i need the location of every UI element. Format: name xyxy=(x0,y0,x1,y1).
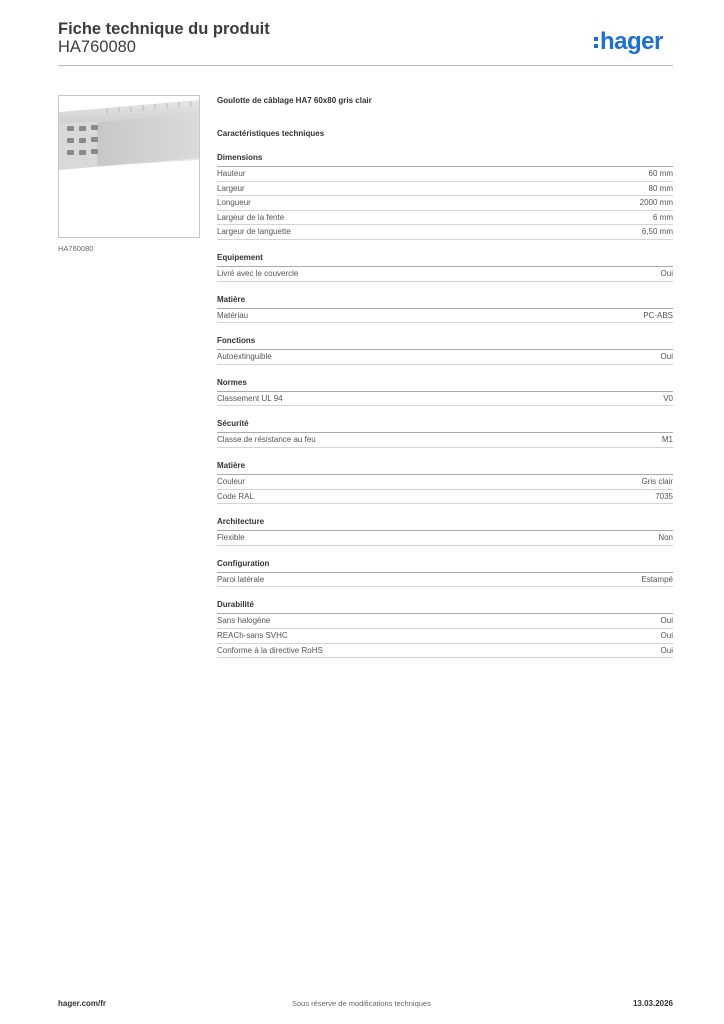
logo-dots-icon xyxy=(594,35,598,49)
spec-value: Oui xyxy=(660,616,673,626)
spec-label: Livré avec le couvercle xyxy=(217,268,299,278)
spec-sheet xyxy=(217,95,673,658)
spec-label: Couleur xyxy=(217,476,246,486)
spec-label: Paroi latérale xyxy=(217,574,265,584)
spec-label: Largeur de languette xyxy=(217,227,291,237)
spec-label: Code RAL xyxy=(217,491,254,501)
section-title: Architecture xyxy=(217,516,673,531)
spec-label: Classe de résistance au feu xyxy=(217,435,316,445)
spec-value: 6,50 mm xyxy=(641,227,673,237)
spec-row xyxy=(217,196,673,211)
spec-section xyxy=(217,516,673,546)
product-image xyxy=(58,95,200,238)
spec-label: Hauteur xyxy=(217,169,246,178)
spec-row xyxy=(217,433,673,448)
spec-label: Matériau xyxy=(217,310,249,320)
spec-value: Oui xyxy=(660,645,673,655)
section-title: Matière xyxy=(217,460,673,475)
spec-value: Gris clair xyxy=(641,476,673,486)
spec-sections xyxy=(217,152,673,658)
section-title: Fonctions xyxy=(217,335,673,350)
spec-label: Classement UL 94 xyxy=(217,393,283,403)
section-title: Configuration xyxy=(217,558,673,573)
logo-wordmark: hager xyxy=(600,28,663,55)
spec-value: 60 mm xyxy=(648,169,673,178)
spec-row xyxy=(217,614,673,629)
spec-section xyxy=(217,377,673,407)
spec-value: 6 mm xyxy=(653,212,673,222)
spec-label: Autoextinguible xyxy=(217,352,272,362)
spec-label: Largeur de la fente xyxy=(217,212,285,222)
spec-value: Oui xyxy=(660,630,673,640)
section-title: Sécurité xyxy=(217,418,673,433)
spec-value: Oui xyxy=(660,268,673,278)
page-title: Fiche technique du produit xyxy=(58,20,270,38)
spec-section xyxy=(217,599,673,658)
spec-row xyxy=(217,490,673,505)
spec-value: Oui xyxy=(660,352,673,362)
spec-label: Flexible xyxy=(217,533,245,543)
spec-label: Conforme à la directive RoHS xyxy=(217,645,323,655)
spec-label: Longueur xyxy=(217,198,251,208)
spec-section xyxy=(217,252,673,282)
spec-label: REACh-sans SVHC xyxy=(217,630,288,640)
spec-value: M1 xyxy=(661,435,673,445)
section-title: Normes xyxy=(217,377,673,392)
spec-section xyxy=(217,152,673,240)
section-title: Equipement xyxy=(217,252,673,267)
spec-section xyxy=(217,418,673,448)
product-name: Goulotte de câblage HA7 60x80 gris clair xyxy=(217,96,372,105)
spec-row xyxy=(217,267,673,282)
cable-duct-image xyxy=(59,96,199,237)
spec-value: Non xyxy=(658,533,673,543)
spec-value: PC-ABS xyxy=(643,310,673,320)
spec-section xyxy=(217,558,673,588)
spec-value: Estampé xyxy=(641,574,673,584)
section-title: Dimensions xyxy=(217,152,673,167)
footer-note: Sous réserve de modifications techniques xyxy=(292,999,431,1008)
footer-date: 13.03.2026 xyxy=(632,999,673,1008)
spec-section xyxy=(217,335,673,365)
header-divider xyxy=(58,65,673,66)
spec-value: V0 xyxy=(663,393,673,403)
section-title: Matière xyxy=(217,294,673,309)
spec-row xyxy=(217,644,673,659)
spec-label: Sans halogène xyxy=(217,616,271,626)
hager-logo[interactable] xyxy=(594,28,663,56)
spec-row xyxy=(217,475,673,490)
spec-row xyxy=(217,225,673,240)
footer-website-link[interactable]: hager.com/fr xyxy=(58,999,107,1008)
spec-row xyxy=(217,309,673,324)
spec-row xyxy=(217,392,673,407)
spec-value: 80 mm xyxy=(648,183,673,193)
spec-row xyxy=(217,629,673,644)
spec-row xyxy=(217,182,673,197)
spec-label: Largeur xyxy=(217,183,245,193)
spec-value: 7035 xyxy=(655,491,673,501)
product-reference: HA760080 xyxy=(58,38,136,56)
image-caption: HA760080 xyxy=(58,244,94,253)
spec-row xyxy=(217,350,673,365)
spec-section xyxy=(217,460,673,504)
spec-row xyxy=(217,211,673,226)
spec-row xyxy=(217,573,673,588)
section-title: Durabilité xyxy=(217,599,673,614)
spec-row xyxy=(217,167,673,182)
spec-row xyxy=(217,531,673,546)
spec-section xyxy=(217,294,673,324)
spec-heading: Caractéristiques techniques xyxy=(217,129,325,138)
spec-value: 2000 mm xyxy=(639,198,673,208)
